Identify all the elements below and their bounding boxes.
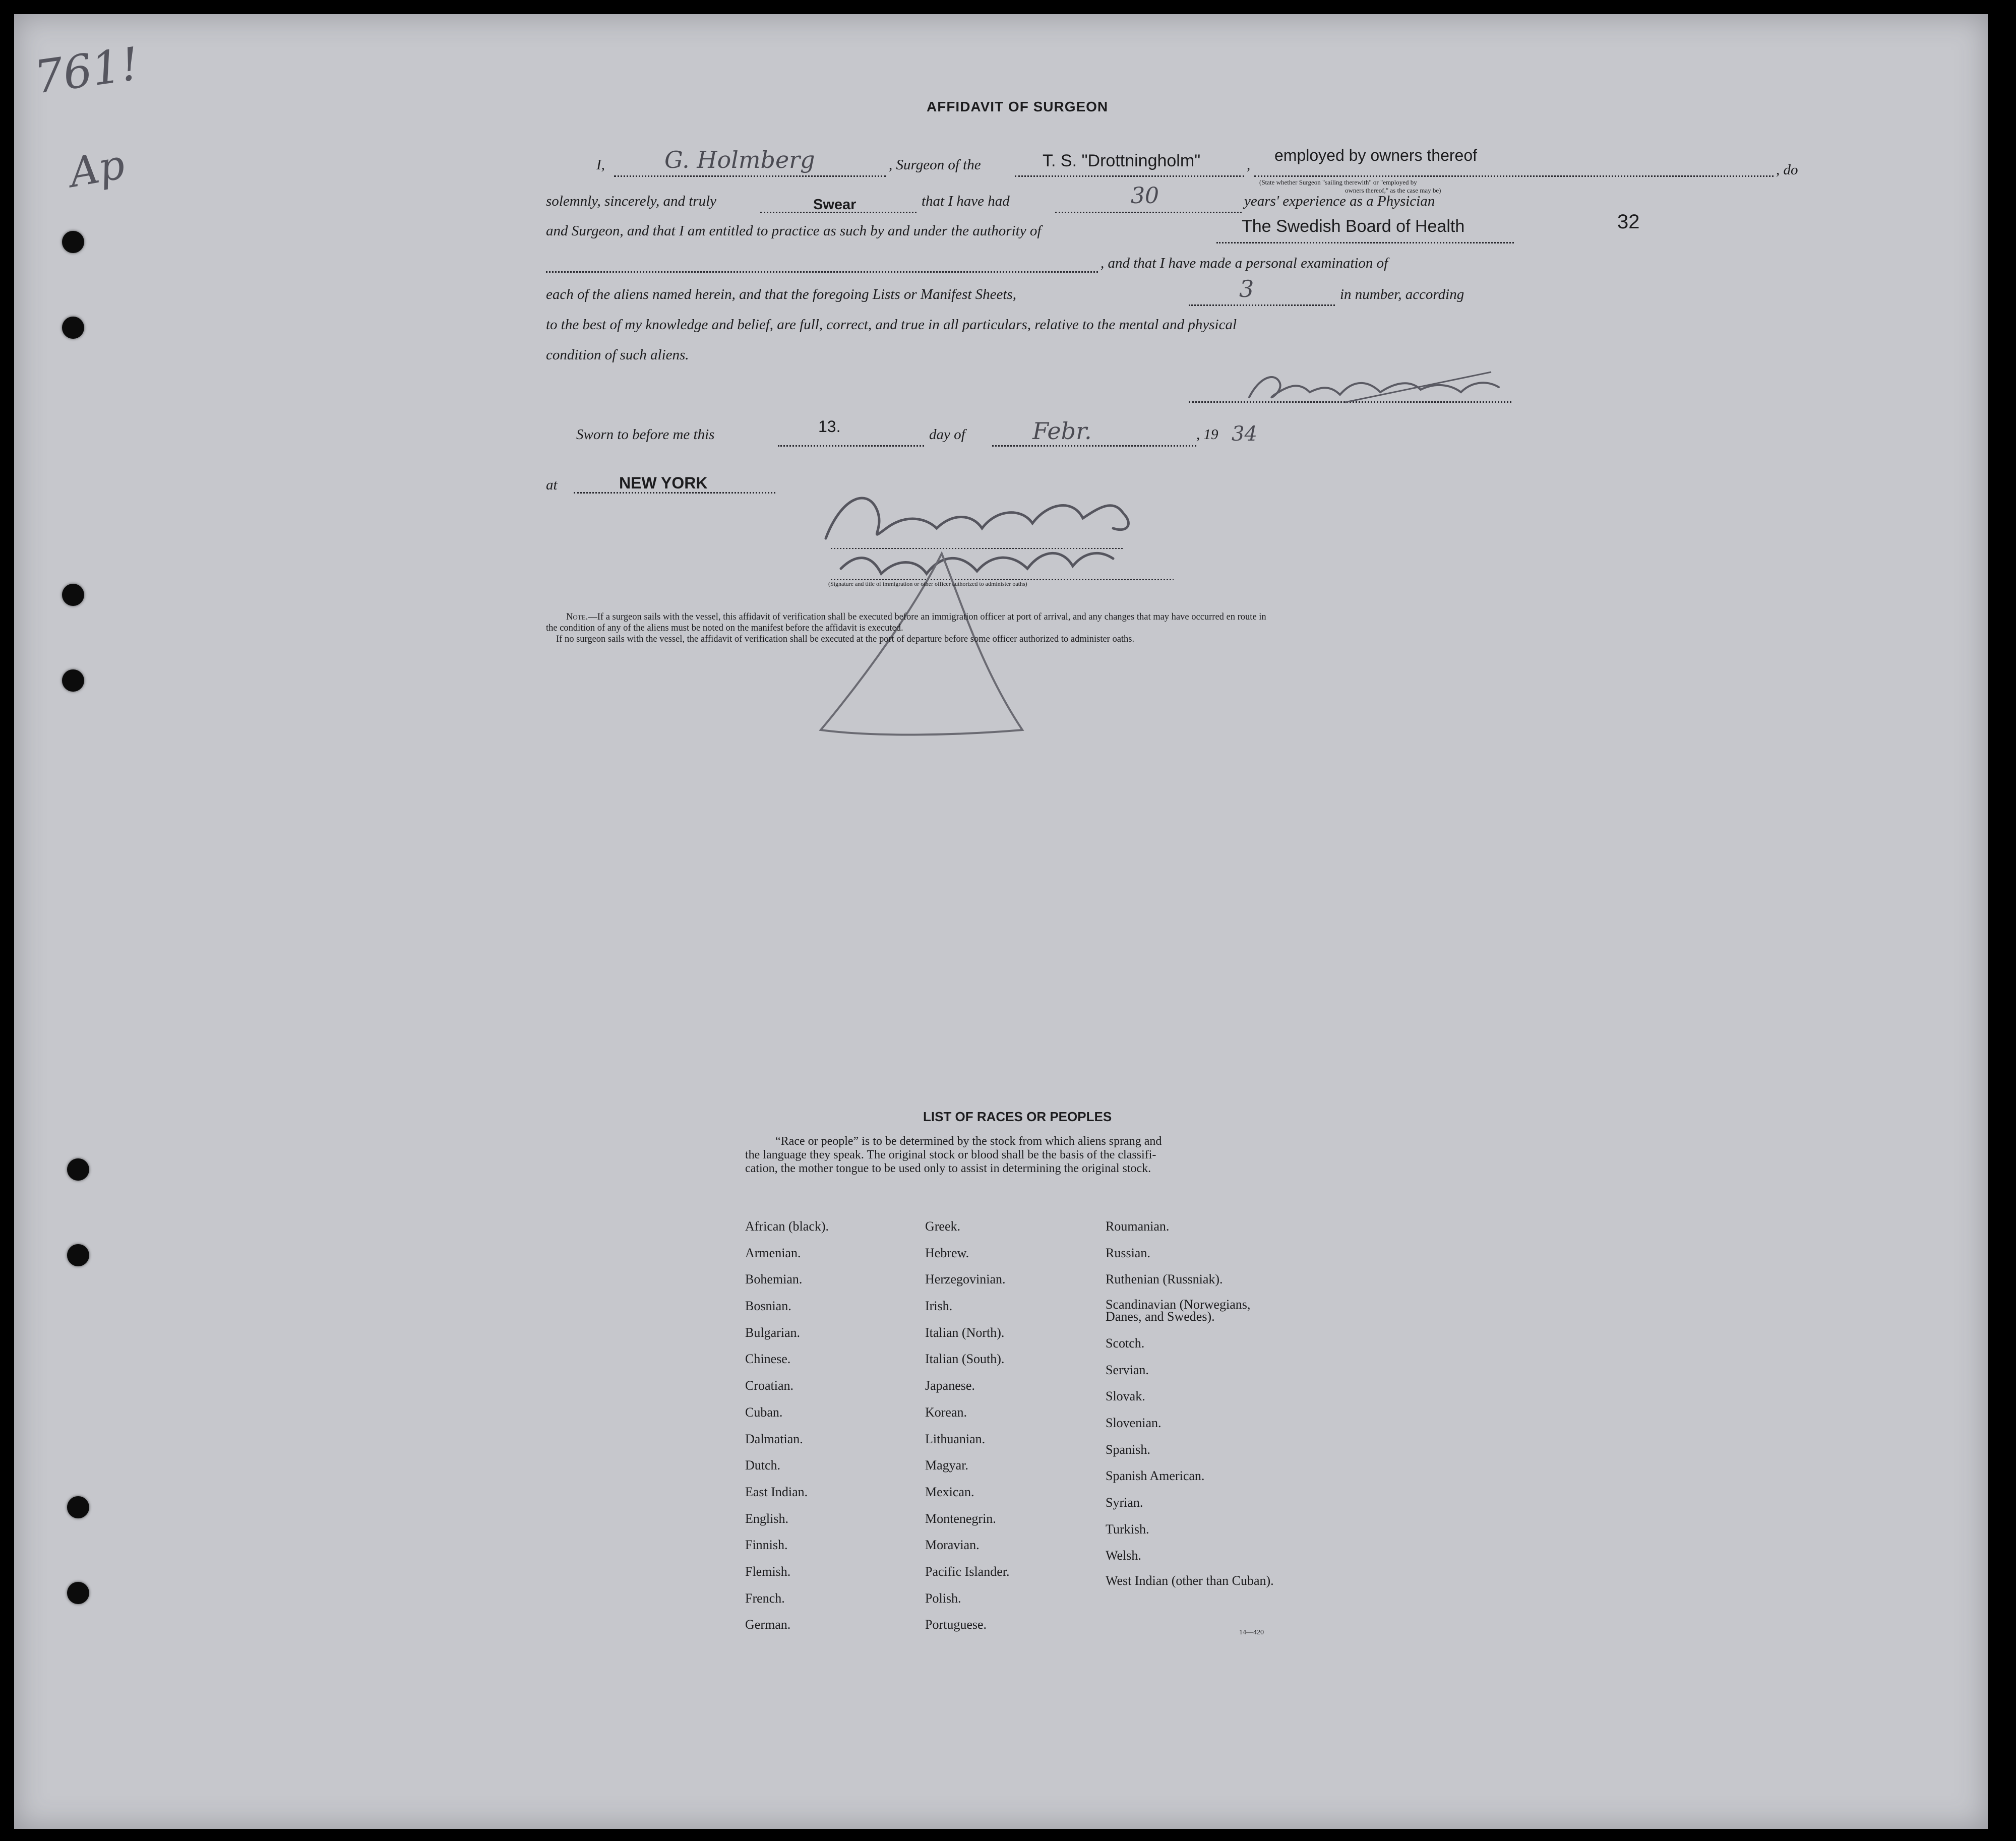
race-entry: Greek. [925,1219,961,1234]
surgeon-name-value: G. Holmberg [664,146,815,173]
sheet-count-value: 3 [1239,275,1254,302]
sworn-place-value: NEW YORK [619,474,708,492]
manifest-sheet [14,14,1988,1829]
margin-notation: 761! [31,37,143,104]
race-entry: Slovenian. [1106,1416,1162,1430]
sworn-month-line [992,445,1196,447]
race-entry: Pacific Islander. [925,1564,1010,1579]
race-entry: Irish. [925,1299,953,1313]
races-intro [745,1135,1162,1176]
race-entry: Russian. [1106,1246,1150,1260]
employment-instruction: (State whether Surgeon "sailing therewith" or "employed by [1259,178,1417,186]
vessel-name-value: T. S. "Drottningholm" [1043,151,1201,170]
sheet-count-line [1189,304,1335,306]
race-entry: West Indian (other than Cuban). [1106,1573,1274,1588]
affidavit-text: to the best of my knowledge and belief, are full, correct, and true in all particulars, relative to the mental and physical [546,317,1237,333]
race-entry: Bulgarian. [745,1325,801,1340]
race-entry: Herzegovinian. [925,1272,1006,1286]
punch-hole [67,1496,89,1518]
employment-value: employed by owners thereof [1274,146,1477,164]
sworn-day-line [778,445,924,447]
punch-hole [67,1582,89,1604]
race-entry: Japanese. [925,1378,975,1393]
note-text [546,611,1266,645]
inspector-signature [811,478,1174,740]
employment-instruction: owners thereof," as the case may be) [1345,187,1441,194]
race-entry: Bosnian. [745,1299,791,1313]
authority-line [1216,242,1514,243]
race-entry: Spanish. [1106,1442,1150,1457]
race-entry: Cuban. [745,1405,783,1420]
race-entry: Armenian. [745,1246,801,1260]
race-entry: Turkish. [1106,1522,1149,1537]
affidavit-text: , [1247,157,1251,173]
punch-hole [62,317,84,339]
race-entry: Flemish. [745,1564,791,1579]
race-entry: Lithuanian. [925,1432,986,1446]
punch-hole [62,584,84,606]
race-entry: Hebrew. [925,1246,969,1260]
punch-hole [62,669,84,692]
punch-hole [62,231,84,253]
race-entry: Italian (South). [925,1352,1005,1366]
punch-hole [67,1158,89,1181]
race-entry: African (black). [745,1219,829,1234]
race-entry: English. [745,1511,788,1526]
race-entry: Syrian. [1106,1495,1143,1510]
oath-type-value: Swear [813,197,857,213]
surgeon-signature [1244,367,1506,407]
affidavit-text: solemnly, sincerely, and truly [546,193,717,209]
race-entry: Portuguese. [925,1617,987,1632]
race-entry: Welsh. [1106,1548,1141,1563]
affidavit-text: , and that I have made a personal examination of [1101,255,1388,271]
surgeon-name-line [614,175,886,177]
signature-caption: (Signature and title of immigration or other officer authorized to administer oaths) [828,580,1027,587]
sworn-year-value: 34 [1232,422,1257,446]
affidavit-text: in number, according [1340,286,1464,302]
affidavit-text: that I have had [922,193,1010,209]
authority-value: The Swedish Board of Health [1242,217,1465,236]
race-entry: Scotch. [1106,1336,1145,1351]
race-entry: Italian (North). [925,1325,1005,1340]
race-entry: Slovak. [1106,1389,1145,1403]
vessel-line [1015,175,1244,177]
years-value: 30 [1131,183,1159,209]
race-entry: Finnish. [745,1538,788,1552]
affidavit-text: , do [1776,162,1798,178]
race-entry: Croatian. [745,1378,794,1393]
race-entry: Moravian. [925,1538,980,1552]
sworn-text: , 19 [1196,426,1218,443]
years-line [1055,212,1242,213]
race-entry: Bohemian. [745,1272,803,1286]
race-entry: Polish. [925,1591,961,1606]
races-intro-line: the language they speak. The original stock or blood shall be the basis of the classifi- [745,1148,1156,1161]
race-entry: Spanish American. [1106,1468,1205,1483]
race-entry: Scandinavian (Norwegians, Danes, and Swedes). [1106,1297,1251,1324]
sworn-text: at [546,477,558,493]
note-label: Note. [566,612,588,622]
note-line: the condition of any of the aliens must be noted on the manifest before the affidavit is executed. [546,623,903,633]
race-entry: East Indian. [745,1485,808,1499]
sworn-day-value: 13. [818,417,841,436]
affidavit-text: each of the aliens named herein, and that the foregoing Lists or Manifest Sheets, [546,286,1016,302]
races-title: LIST OF RACES OR PEOPLES [923,1109,1112,1124]
employment-line [1254,175,1774,177]
affidavit-text: , Surgeon of the [889,157,981,173]
sworn-text: day of [929,426,965,443]
affidavit-text: years' experience as a Physician [1244,193,1435,209]
races-intro-line: “Race or people” is to be determined by the stock from which aliens sprang and [775,1135,1162,1148]
races-intro-line: cation, the mother tongue to be used only to assist in determining the original stock. [745,1162,1151,1175]
race-entry: Roumanian. [1106,1219,1170,1234]
punch-hole [67,1244,89,1266]
note-line: If no surgeon sails with the vessel, the affidavit of verification shall be executed at the port of departure before some officer authorized to administer oaths. [556,634,1135,644]
race-entry: Dalmatian. [745,1432,803,1446]
form-number: 14—420 [1239,1629,1264,1636]
race-entry: Dutch. [745,1458,781,1472]
race-entry: Mexican. [925,1485,974,1499]
race-entry: Chinese. [745,1352,791,1366]
note-line: —If a surgeon sails with the vessel, this affidavit of verification shall be executed before an immigration officer at port of arrival, and any changes that may have occurred en route in [588,612,1266,622]
race-entry: Ruthenian (Russniak). [1106,1272,1223,1286]
affidavit-title: AFFIDAVIT OF SURGEON [927,99,1109,114]
authority-continuation-line [546,271,1098,273]
race-entry: German. [745,1617,791,1632]
race-entry: French. [745,1591,785,1606]
race-entry: Magyar. [925,1458,968,1472]
race-entry: Montenegrin. [925,1511,996,1526]
race-entry: Servian. [1106,1363,1149,1377]
affidavit-text: I, [596,157,605,173]
affidavit-text: and Surgeon, and that I am entitled to practice as such by and under the authority of [546,223,1042,239]
sworn-text: Sworn to before me this [576,426,715,443]
affidavit-text: condition of such aliens. [546,347,689,363]
margin-notation: Ap [66,141,129,197]
page-number: 32 [1617,211,1640,233]
race-entry: Korean. [925,1405,967,1420]
sworn-month-value: Febr. [1032,417,1092,445]
